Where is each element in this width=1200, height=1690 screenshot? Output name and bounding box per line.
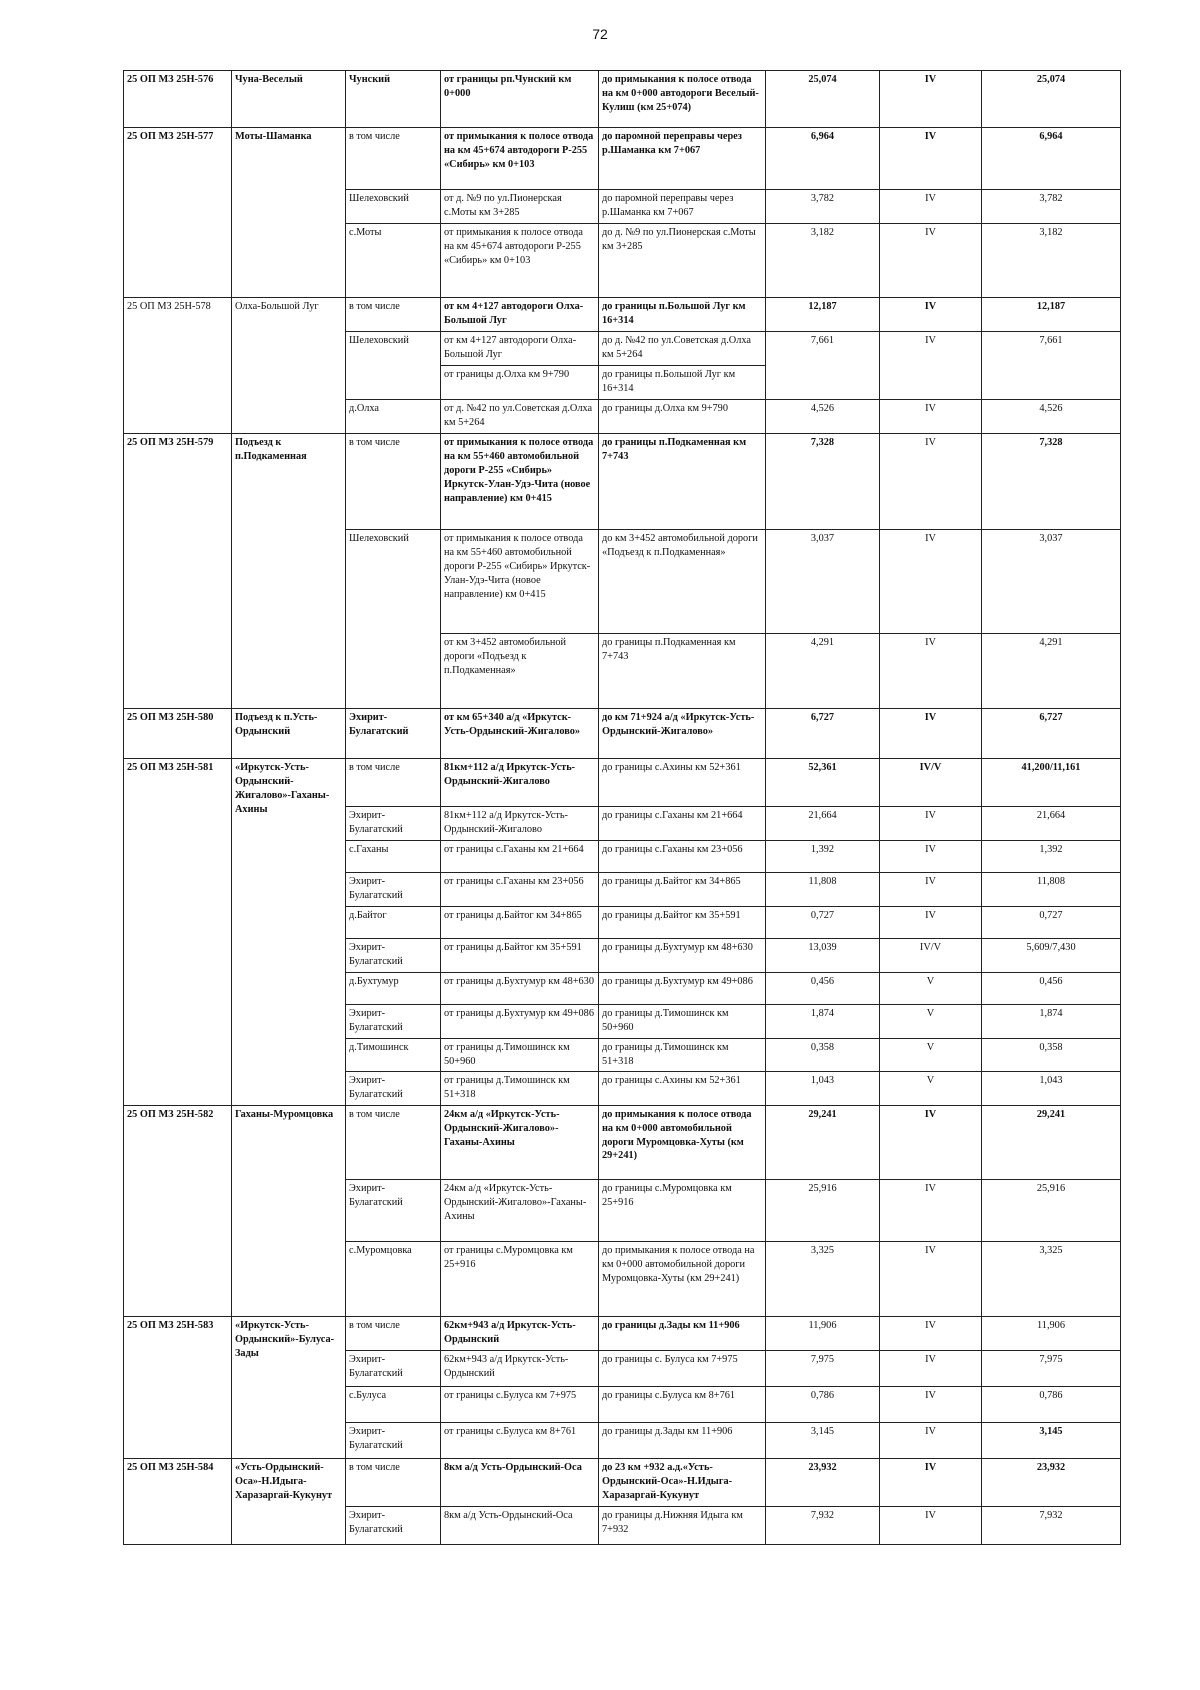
length-by-category: 3,145: [982, 1422, 1121, 1458]
district: д.Байтог: [346, 907, 441, 939]
district: в том числе: [346, 128, 441, 190]
category: IV/V: [880, 759, 982, 807]
to-point: до границы с.Ахины км 52+361: [599, 759, 766, 807]
road-name: «Усть-Ордынский-Оса»-Н.Идыга-Харазаргай-Кукунут: [232, 1458, 346, 1544]
from-point: от границы с.Булуса км 8+761: [441, 1422, 599, 1458]
district: в том числе: [346, 1458, 441, 1506]
district: с.Муромцовка: [346, 1241, 441, 1316]
category: IV: [880, 298, 982, 332]
road-code: 25 ОП МЗ 25Н-578: [124, 298, 232, 434]
category: IV: [880, 400, 982, 434]
from-point: от границы д.Бухтумур км 48+630: [441, 973, 599, 1005]
category: IV: [880, 807, 982, 841]
length: 0,727: [766, 907, 880, 939]
table-row: [124, 434, 1121, 530]
from-point: от границы с.Булуса км 7+975: [441, 1386, 599, 1422]
to-point: до границы с.Булуса км 8+761: [599, 1386, 766, 1422]
from-point: 81км+112 а/д Иркутск-Усть-Ордынский-Жигалово: [441, 807, 599, 841]
district: в том числе: [346, 434, 441, 530]
from-point: от границы с.Гаханы км 21+664: [441, 841, 599, 873]
length-by-category: 41,200/11,161: [982, 759, 1121, 807]
category: IV: [880, 1386, 982, 1422]
to-point: до паромной переправы через р.Шаманка км 7+067: [599, 128, 766, 190]
from-point: от примыкания к полосе отвода на км 55+460 автомобильной дороги Р-255 «Сибирь» Иркутск-Улан-Удэ-Чита (новое направление) км 0+415: [441, 434, 599, 530]
table-row: [124, 1458, 1121, 1506]
length: 3,037: [766, 530, 880, 634]
length: 0,456: [766, 973, 880, 1005]
to-point: до примыкания к полосе отвода на км 0+000 автомобильной дороги Муромцовка-Хуты (км 29+241): [599, 1241, 766, 1316]
district: с.Булуса: [346, 1386, 441, 1422]
to-point: до границы п.Большой Луг км 16+314: [599, 298, 766, 332]
from-point: от границы с.Гаханы км 23+056: [441, 873, 599, 907]
district: д.Олха: [346, 400, 441, 434]
district: в том числе: [346, 1105, 441, 1179]
from-point: от км 4+127 автодороги Олха-Большой Луг: [441, 298, 599, 332]
length-by-category: 21,664: [982, 807, 1121, 841]
category: IV: [880, 530, 982, 634]
length: 7,932: [766, 1506, 880, 1544]
from-point: от границы д.Байтог км 34+865: [441, 907, 599, 939]
length-by-category: 0,786: [982, 1386, 1121, 1422]
length: 0,358: [766, 1039, 880, 1072]
length-by-category: 3,325: [982, 1241, 1121, 1316]
from-point: от д. №42 по ул.Советская д.Олха км 5+264: [441, 400, 599, 434]
length-by-category: 0,456: [982, 973, 1121, 1005]
to-point: до границы д.Тимошинск км 51+318: [599, 1039, 766, 1072]
category: IV: [880, 71, 982, 128]
length: 1,043: [766, 1071, 880, 1105]
length: 12,187: [766, 298, 880, 332]
from-point: от км 4+127 автодороги Олха-Большой Луг: [441, 332, 599, 366]
length: 52,361: [766, 759, 880, 807]
to-point: до границы с.Муромцовка км 25+916: [599, 1179, 766, 1241]
length: 7,661: [766, 332, 880, 400]
road-register-table: [123, 70, 1121, 1545]
category: IV: [880, 841, 982, 873]
from-point: 62км+943 а/д Иркутск-Усть-Ордынский: [441, 1316, 599, 1350]
to-point: до границы д.Байтог км 34+865: [599, 873, 766, 907]
from-point: 24км а/д «Иркутск-Усть-Ордынский-Жигалово»-Гаханы-Ахины: [441, 1105, 599, 1179]
length-by-category: 25,074: [982, 71, 1121, 128]
district: в том числе: [346, 298, 441, 332]
to-point: до д. №42 по ул.Советская д.Олха км 5+264: [599, 332, 766, 366]
from-point: от примыкания к полосе отвода на км 45+674 автодороги Р-255 «Сибирь» км 0+103: [441, 224, 599, 298]
category: IV: [880, 332, 982, 400]
length: 4,526: [766, 400, 880, 434]
category: IV: [880, 1105, 982, 1179]
road-name: Подъезд к п.Подкаменная: [232, 434, 346, 709]
to-point: до границы д.Зады км 11+906: [599, 1422, 766, 1458]
to-point: до км 3+452 автомобильной дороги «Подъезд к п.Подкаменная»: [599, 530, 766, 634]
category: IV: [880, 1241, 982, 1316]
to-point: до границы п.Большой Луг км 16+314: [599, 366, 766, 400]
length-by-category: 6,964: [982, 128, 1121, 190]
from-point: от границы д.Байтог км 35+591: [441, 939, 599, 973]
district: Эхирит-Булагатский: [346, 1506, 441, 1544]
road-name: Подъезд к п.Усть-Ордынский: [232, 709, 346, 759]
length: 6,727: [766, 709, 880, 759]
to-point: до границы д.Зады км 11+906: [599, 1316, 766, 1350]
to-point: до границы п.Подкаменная км 7+743: [599, 434, 766, 530]
length-by-category: 11,906: [982, 1316, 1121, 1350]
length: 11,906: [766, 1316, 880, 1350]
length: 21,664: [766, 807, 880, 841]
district: Эхирит-Булагатский: [346, 873, 441, 907]
to-point: до границы д.Бухтумур км 49+086: [599, 973, 766, 1005]
to-point: до км 71+924 а/д «Иркутск-Усть-Ордынский-Жигалово»: [599, 709, 766, 759]
district: в том числе: [346, 1316, 441, 1350]
district: Шелеховский: [346, 530, 441, 709]
length-by-category: 7,932: [982, 1506, 1121, 1544]
length-by-category: 1,043: [982, 1071, 1121, 1105]
from-point: 8км а/д Усть-Ордынский-Оса: [441, 1506, 599, 1544]
length-by-category: 29,241: [982, 1105, 1121, 1179]
category: IV: [880, 128, 982, 190]
road-name: «Иркутск-Усть-Ордынский-Жигалово»-Гаханы-Ахины: [232, 759, 346, 1106]
road-name: Чуна-Веселый: [232, 71, 346, 128]
category: IV: [880, 907, 982, 939]
category: V: [880, 1039, 982, 1072]
length: 29,241: [766, 1105, 880, 1179]
category: IV: [880, 1422, 982, 1458]
category: IV: [880, 1458, 982, 1506]
from-point: от км 65+340 а/д «Иркутск-Усть-Ордынский-Жигалово»: [441, 709, 599, 759]
length-by-category: 0,358: [982, 1039, 1121, 1072]
road-code: 25 ОП МЗ 25Н-580: [124, 709, 232, 759]
length: 6,964: [766, 128, 880, 190]
to-point: до примыкания к полосе отвода на км 0+000 автодороги Веселый-Кулиш (км 25+074): [599, 71, 766, 128]
length-by-category: 0,727: [982, 907, 1121, 939]
from-point: 81км+112 а/д Иркутск-Усть-Ордынский-Жигалово: [441, 759, 599, 807]
to-point: до границы д.Бухтумур км 48+630: [599, 939, 766, 973]
length-by-category: 4,291: [982, 634, 1121, 709]
from-point: от границы рп.Чунский км 0+000: [441, 71, 599, 128]
district: Эхирит-Булагатский: [346, 1071, 441, 1105]
category: V: [880, 973, 982, 1005]
length: 7,975: [766, 1350, 880, 1386]
category: IV: [880, 1506, 982, 1544]
from-point: 8км а/д Усть-Ордынский-Оса: [441, 1458, 599, 1506]
district: д.Бухтумур: [346, 973, 441, 1005]
from-point: 62км+943 а/д Иркутск-Усть-Ордынский: [441, 1350, 599, 1386]
road-code: 25 ОП МЗ 25Н-576: [124, 71, 232, 128]
length-by-category: 12,187: [982, 298, 1121, 332]
district: Шелеховский: [346, 332, 441, 400]
length: 3,782: [766, 190, 880, 224]
length: 0,786: [766, 1386, 880, 1422]
category: IV: [880, 1179, 982, 1241]
from-point: от примыкания к полосе отвода на км 45+674 автодороги Р-255 «Сибирь» км 0+103: [441, 128, 599, 190]
length-by-category: 4,526: [982, 400, 1121, 434]
length: 11,808: [766, 873, 880, 907]
to-point: до границы п.Подкаменная км 7+743: [599, 634, 766, 709]
length: 25,074: [766, 71, 880, 128]
district: Эхирит-Булагатский: [346, 709, 441, 759]
from-point: от границы д.Тимошинск км 50+960: [441, 1039, 599, 1072]
length: 3,145: [766, 1422, 880, 1458]
category: IV: [880, 873, 982, 907]
length: 3,325: [766, 1241, 880, 1316]
length: 7,328: [766, 434, 880, 530]
page-number: 72: [592, 26, 608, 42]
length: 25,916: [766, 1179, 880, 1241]
length-by-category: 3,037: [982, 530, 1121, 634]
table-row: [124, 1316, 1121, 1350]
district: Эхирит-Булагатский: [346, 807, 441, 841]
length: 1,874: [766, 1005, 880, 1039]
road-name: «Иркутск-Усть-Ордынский»-Булуса-Зады: [232, 1316, 346, 1458]
to-point: до д. №9 по ул.Пионерская с.Моты км 3+285: [599, 224, 766, 298]
road-name: Моты-Шаманка: [232, 128, 346, 298]
to-point: до границы д.Байтог км 35+591: [599, 907, 766, 939]
district: Эхирит-Булагатский: [346, 1350, 441, 1386]
road-name: Гаханы-Муромцовка: [232, 1105, 346, 1316]
to-point: до границы с.Гаханы км 23+056: [599, 841, 766, 873]
from-point: от границы д.Олха км 9+790: [441, 366, 599, 400]
from-point: от д. №9 по ул.Пионерская с.Моты км 3+285: [441, 190, 599, 224]
to-point: до границы с.Ахины км 52+361: [599, 1071, 766, 1105]
table-row: [124, 1105, 1121, 1179]
length-by-category: 3,782: [982, 190, 1121, 224]
road-code: 25 ОП МЗ 25Н-584: [124, 1458, 232, 1544]
category: IV: [880, 190, 982, 224]
road-code: 25 ОП МЗ 25Н-579: [124, 434, 232, 709]
length: 3,182: [766, 224, 880, 298]
to-point: до границы д.Нижняя Идыга км 7+932: [599, 1506, 766, 1544]
district: с.Моты: [346, 224, 441, 298]
road-name: Олха-Большой Луг: [232, 298, 346, 434]
category: IV: [880, 634, 982, 709]
category: V: [880, 1071, 982, 1105]
to-point: до 23 км +932 а.д.«Усть-Ордынский-Оса»-Н.Идыга-Харазаргай-Кукунут: [599, 1458, 766, 1506]
category: IV: [880, 1350, 982, 1386]
road-code: 25 ОП МЗ 25Н-581: [124, 759, 232, 1106]
from-point: от границы д.Тимошинск км 51+318: [441, 1071, 599, 1105]
district: в том числе: [346, 759, 441, 807]
to-point: до границы д.Олха км 9+790: [599, 400, 766, 434]
road-code: 25 ОП МЗ 25Н-582: [124, 1105, 232, 1316]
category: IV: [880, 224, 982, 298]
length-by-category: 11,808: [982, 873, 1121, 907]
length-by-category: 23,932: [982, 1458, 1121, 1506]
length-by-category: 1,392: [982, 841, 1121, 873]
to-point: до границы с. Булуса км 7+975: [599, 1350, 766, 1386]
length-by-category: 1,874: [982, 1005, 1121, 1039]
category: V: [880, 1005, 982, 1039]
length-by-category: 7,661: [982, 332, 1121, 400]
length-by-category: 7,328: [982, 434, 1121, 530]
road-code: 25 ОП МЗ 25Н-583: [124, 1316, 232, 1458]
table-row: [124, 71, 1121, 128]
to-point: до границы д.Тимошинск км 50+960: [599, 1005, 766, 1039]
table-row: [124, 298, 1121, 332]
length-by-category: 3,182: [982, 224, 1121, 298]
length-by-category: 7,975: [982, 1350, 1121, 1386]
from-point: от км 3+452 автомобильной дороги «Подъезд к п.Подкаменная»: [441, 634, 599, 709]
from-point: от границы д.Бухтумур км 49+086: [441, 1005, 599, 1039]
to-point: до границы с.Гаханы км 21+664: [599, 807, 766, 841]
district: Эхирит-Булагатский: [346, 1005, 441, 1039]
length: 13,039: [766, 939, 880, 973]
district: Эхирит-Булагатский: [346, 939, 441, 973]
district: д.Тимошинск: [346, 1039, 441, 1072]
table-row: [124, 759, 1121, 807]
length: 1,392: [766, 841, 880, 873]
from-point: 24км а/д «Иркутск-Усть-Ордынский-Жигалово»-Гаханы-Ахины: [441, 1179, 599, 1241]
district: Эхирит-Булагатский: [346, 1179, 441, 1241]
category: IV: [880, 1316, 982, 1350]
from-point: от границы с.Муромцовка км 25+916: [441, 1241, 599, 1316]
district: Эхирит-Булагатский: [346, 1422, 441, 1458]
length: 4,291: [766, 634, 880, 709]
table-row: [124, 128, 1121, 190]
from-point: от примыкания к полосе отвода на км 55+460 автомобильной дороги Р-255 «Сибирь» Иркутск-Улан-Удэ-Чита (новое направление) км 0+415: [441, 530, 599, 634]
to-point: до примыкания к полосе отвода на км 0+000 автомобильной дороги Муромцовка-Хуты (км 29+241): [599, 1105, 766, 1179]
district: Шелеховский: [346, 190, 441, 224]
road-code: 25 ОП МЗ 25Н-577: [124, 128, 232, 298]
length-by-category: 5,609/7,430: [982, 939, 1121, 973]
district: с.Гаханы: [346, 841, 441, 873]
category: IV: [880, 709, 982, 759]
category: IV/V: [880, 939, 982, 973]
length-by-category: 6,727: [982, 709, 1121, 759]
length-by-category: 25,916: [982, 1179, 1121, 1241]
district: Чунский: [346, 71, 441, 128]
category: IV: [880, 434, 982, 530]
length: 23,932: [766, 1458, 880, 1506]
to-point: до паромной переправы через р.Шаманка км 7+067: [599, 190, 766, 224]
table-row: [124, 709, 1121, 759]
